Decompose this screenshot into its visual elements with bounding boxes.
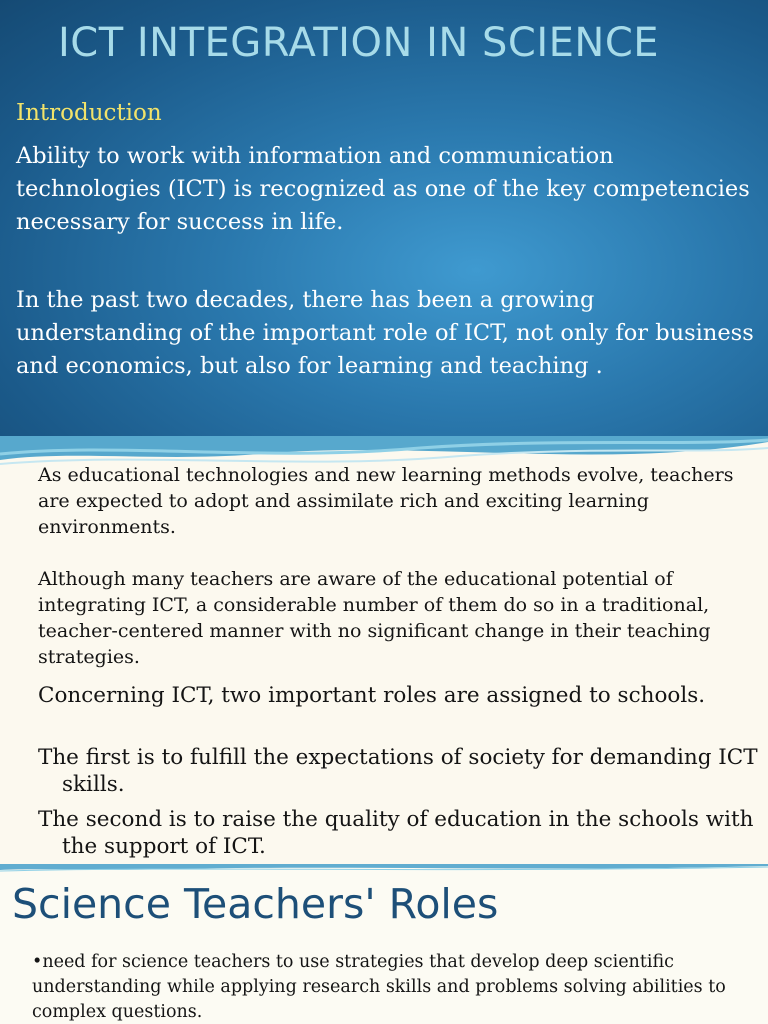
section-heading: Introduction: [16, 100, 162, 126]
intro-paragraph-2: In the past two decades, there has been a growing understanding of the important role of ICT, not only for business and economics, but also for learning and teaching .: [16, 287, 754, 379]
point-roles-assigned: Concerning ICT, two important roles are assigned to schools.: [38, 683, 706, 708]
roles-bullet-text: •need for science teachers to use strategies that develop deep scientific understanding while applying research skills and problems solving abilities to complex questions.: [32, 952, 726, 1022]
slide-intro: [0, 0, 768, 436]
paragraph-learning-environments: As educational technologies and new learning methods evolve, teachers are expected to adopt and assimilate rich and exciting learning environments.: [38, 464, 734, 538]
slide-roles-of-schools: [0, 436, 768, 864]
slide-title: Science Teachers' Roles: [12, 880, 499, 928]
slide-science-teachers-roles: [0, 864, 768, 1024]
slide-title: ICT INTEGRATION IN SCIENCE: [58, 20, 660, 66]
paragraph-teacher-centered: Although many teachers are aware of the educational potential of integrating ICT, a considerable number of them do so in a traditional, teacher-centered manner with no significant change in their teaching strategies.: [38, 568, 711, 668]
point-first-role: The first is to fulfill the expectations of society for demanding ICT skills.: [38, 745, 758, 797]
point-second-role: The second is to raise the quality of education in the schools with the support of ICT.: [38, 807, 754, 859]
intro-paragraph-1: Ability to work with information and communication technologies (ICT) is recognized as one of the key competencies necessary for success in life.: [16, 143, 750, 235]
